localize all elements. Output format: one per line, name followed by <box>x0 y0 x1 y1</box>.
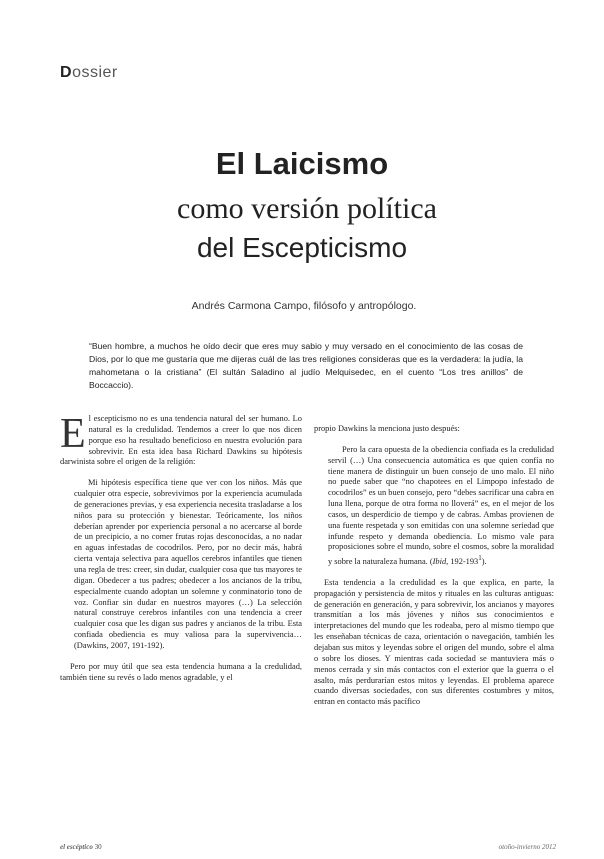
right-paragraph-2: Esta tendencia a la credulidad es la que explica, en parte, la propagación y persistencia de mitos y rituales en las culturas antiguas: de generación en generación, y para sobrevivir, los ancianos y mayores transmitían a los más jóvenes y niños sus conocimientos e interpretaciones del mundo que les rodeaba, pero al mismo tiempo que les enseñaban técnicas de caza, orientación o navegación, también les dejaban sus mitos y leyendas sobre el origen del mundo, sobre el alma o sobre los dioses. Y mientras cada sociedad se mantuviera más o menos cerrada y sin más contactos con el exterior que la guerra o el asalto, más perdurarían estos mitos y leyendas. El problema aparece cuando diversas sociedades, con sus diferentes costumbres y mitos, entran en contacto más pacífico <box>314 577 554 707</box>
right-paragraph-1: propio Dawkins la menciona justo después: <box>314 424 460 433</box>
page-number: 30 <box>94 843 102 851</box>
right-quote-ibid: Ibid <box>432 557 447 567</box>
footer-issue: otoño-invierno 2012 <box>498 843 556 851</box>
footnote-marker: 1 <box>478 554 482 563</box>
right-block-quote <box>328 445 554 568</box>
right-quote-ref: , 192-193 <box>446 557 479 567</box>
right-column <box>314 424 554 708</box>
magazine-name: el escéptico <box>60 843 93 851</box>
left-paragraph-1-text: l escepticismo no es una tendencia natural del ser humano. Lo natural es la credulidad. Tendemos a creer lo que nos dicen porque eso ha resultado beneficioso en nuestra evolución para sobrevivir. En esta idea basa Richard Dawkins su hipótesis darwinista sobre el origen de la religión: <box>60 414 302 467</box>
right-quote-text: Pero la cara opuesta de la obediencia confiada es la credulidad servil (…) Una consecuencia automática es que quien confía no tiene manera de distinguir un buen consejo de uno malo. El niño no puede saber que “no chapotees en el Limpopo infestado de cocodrilos” es un buen consejo, pero “debes sacrificar una cabra en luna llena, porque de otra forma no lloverá” es, en el mejor de los casos, un desperdicio de tiempo y de cabras. Ambas provienen de una fuente respetada y son emitidas con una solemne seriedad que infunde respeto y demanda obediencia. Lo mismo vale para proposiciones sobre el mundo, sobre el cosmos, sobre la moralidad y sobre la naturaleza humana. ( <box>328 444 554 567</box>
drop-cap: E <box>60 411 86 457</box>
article-subtitle-line2: del Escepticismo <box>196 232 408 263</box>
right-quote-end: ). <box>481 557 487 567</box>
left-paragraph-2: Pero por muy útil que sea esta tendencia humana a la credulidad, también tiene su revés o lado menos agradable, y el <box>60 661 302 682</box>
section-label-initial: D <box>60 64 73 81</box>
left-column <box>60 411 302 683</box>
footer-left <box>60 843 102 851</box>
article-title: El Laicismo <box>215 146 389 181</box>
section-label-rest: ossier <box>72 64 118 81</box>
article-subtitle-line1: como versión política <box>177 192 437 225</box>
section-label <box>60 64 118 82</box>
left-block-quote: Mi hipótesis específica tiene que ver con los niños. Más que cualquier otra especie, sobrevivimos por la experiencia acumulada de generaciones previas, y esa experiencia necesita trasladarse a los niños para su protección y bienestar. Teóricamente, los niños deberían aprender por experiencia personal a no acercarse al borde de un precipicio, a no comer frutas rojas desconocidas, a no nadar en aguas infestadas de cocodrilos. Pero, por no decir más, habrá cierta ventaja selectiva para aquellos cerebros infantiles que tienen una regla de tres: creer, sin dudar, cualquier cosa que tus mayores te digan. Obedecer a tus padres; obedecer a los ancianos de la tribu, especialmente cuando adoptan un solemne y conminatorio tono de voz. Confiar sin dudar en nuestros mayores (…) La selección natural construye cerebros infantiles con una tendencia a creer cualquier cosa que les digan sus padres y ancianos de la tribu. Esta confiada obediencia es muy valiosa para la supervivencia… (Dawkins, 2007, 191-192). <box>74 478 302 650</box>
author-byline: Andrés Carmona Campo, filósofo y antropólogo. <box>191 300 417 312</box>
left-paragraph-1 <box>60 411 302 468</box>
epigraph: “Buen hombre, a muchos he oído decir que eres muy sabio y muy versado en el conocimiento de las cosas de Dios, por lo que me gustaría que me dijeras cuál de las tres religiones consideras que es la verdadera: la judía, la mahometana o la cristiana” (El sultán Saladino al judío Melquisedec, en el cuento “Los tres anillos” de Boccaccio). <box>89 341 523 390</box>
